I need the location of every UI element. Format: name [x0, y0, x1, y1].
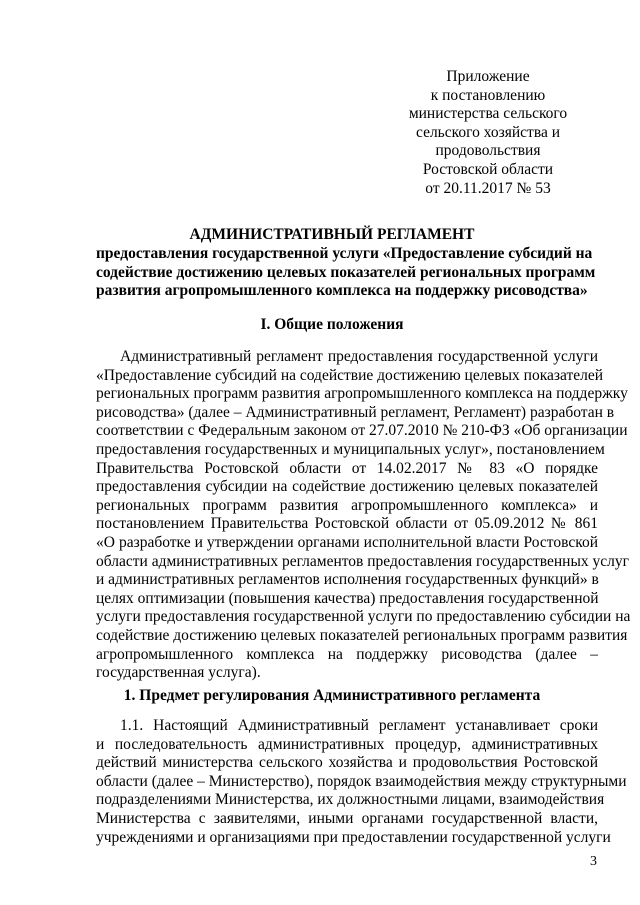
appendix-line: продовольствия: [435, 142, 541, 160]
paragraph-line: соответствии с Федеральным законом от 27.07.2010 № 210-ФЗ «Об организации: [96, 422, 628, 440]
paragraph-line: рисоводства» (далее – Административный регламент, Регламент) разработан в: [96, 403, 615, 421]
paragraph-line: 1.1. Настоящий Административный регламент устанавливает сроки: [120, 717, 598, 734]
subtitle-line: предоставления государственной услуги «Предоставление субсидий на: [96, 245, 593, 262]
appendix-line: к постановлению: [430, 86, 546, 104]
paragraph-line: постановлением Правительства Ростовской области от 05.09.2012 № 861: [96, 515, 598, 533]
section-heading: I. Общие положения: [260, 316, 404, 333]
paragraph-line: действий министерства сельского хозяйства и продовольствия Ростовской: [96, 754, 598, 772]
appendix-line: от 20.11.2017 № 53: [425, 179, 551, 197]
subtitle-line: содействие достижению целевых показателей региональных программ: [96, 263, 596, 281]
appendix-line: министерства сельского: [408, 105, 568, 123]
paragraph-line: целях оптимизации (повышения качества) предоставления государственной: [96, 589, 599, 607]
paragraph-line: услуги предоставления государственной услуги по предоставлению субсидии на: [96, 608, 631, 626]
paragraph-line: содействие достижению целевых показателей региональных программ развития: [96, 626, 628, 644]
paragraph-line: области (далее – Министерство), порядок взаимодействия между структурными: [96, 772, 627, 790]
paragraph-line: области административных регламентов предоставления государственных услуг: [96, 552, 629, 570]
subtitle-line: развития агропромышленного комплекса на поддержку рисоводства»: [96, 282, 588, 300]
subsection-heading: 1. Предмет регулирования Административного регламента: [123, 687, 541, 704]
paragraph-line: региональных программ развития агропромышленного комплекса» и: [96, 496, 598, 514]
page-number: 3: [590, 854, 597, 869]
paragraph-line: региональных программ развития агропромышленного комплекса на поддержку: [96, 385, 628, 403]
appendix-block: [398, 68, 578, 198]
paragraph-line: «Предоставление субсидий на содействие достижению целевых показателей: [96, 366, 604, 384]
paragraph-1-1: [96, 717, 627, 847]
paragraph-line: предоставления субсидии на содействие достижению целевых показателей: [96, 478, 598, 496]
paragraph-line: и последовательность административных процедур, административных: [96, 735, 598, 753]
paragraph-line: предоставления государственных и муниципальных услуг», постановлением: [96, 440, 605, 458]
appendix-line: сельского хозяйства и: [416, 123, 560, 141]
document-title: АДМИНИСТРАТИВНЫЙ РЕГЛАМЕНТ: [189, 226, 475, 243]
paragraph-line: Министерства с заявителями, иными органами государственной власти,: [96, 809, 598, 827]
appendix-line: Приложение: [446, 68, 530, 85]
paragraph-line: Правительства Ростовской области от 14.02.2017 № 83 «О порядке: [96, 459, 598, 477]
paragraph-line: государственная услуга).: [96, 664, 261, 682]
appendix-line: Ростовской области: [422, 160, 554, 178]
document-subtitle: [96, 245, 596, 301]
paragraph-line: агропромышленного комплекса на поддержку рисоводства (далее –: [96, 645, 598, 663]
paragraph-line: и административных регламентов исполнения государственных функций» в: [96, 571, 599, 589]
paragraph-line: подразделениями Министерства, их должностными лицами, взаимодействия: [96, 791, 605, 809]
intro-paragraph: [96, 348, 631, 683]
paragraph-line: «О разработке и утверждении органами исполнительной власти Ростовской: [96, 533, 598, 551]
paragraph-line: Административный регламент предоставления государственной услуги: [120, 348, 598, 365]
paragraph-line: учреждениями и организациями при предоставлении государственной услуги: [96, 828, 611, 846]
